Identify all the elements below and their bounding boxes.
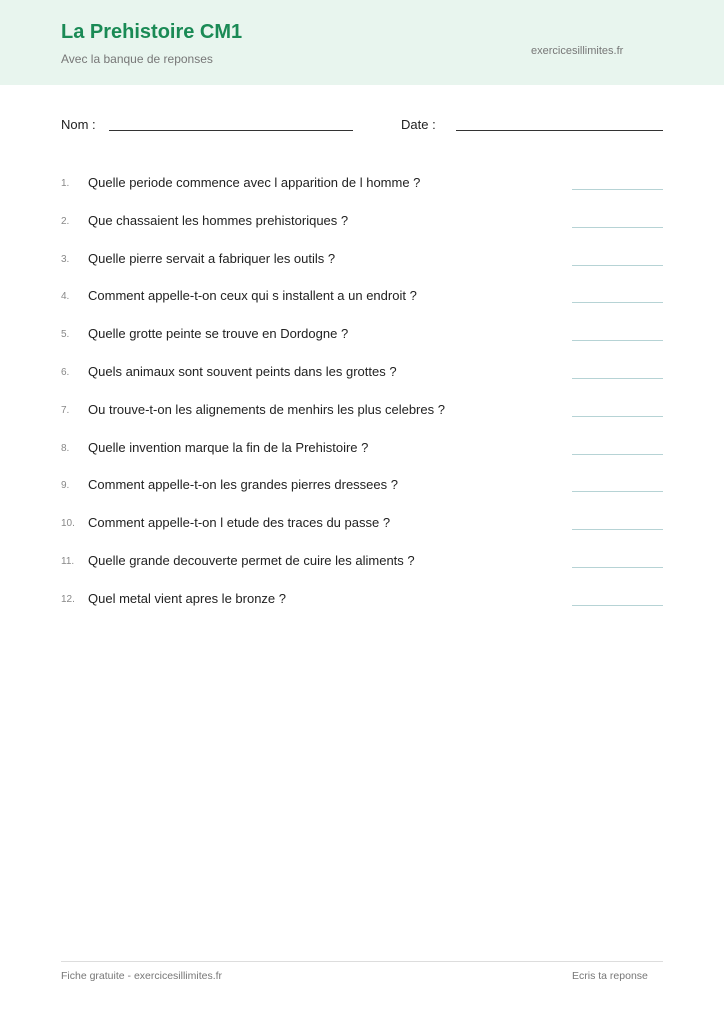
- question-item: [61, 250, 663, 288]
- question-item: [61, 552, 663, 590]
- question-number: 7.: [61, 404, 70, 416]
- question-item: [61, 287, 663, 325]
- question-number: 12.: [61, 593, 75, 605]
- answer-line[interactable]: [572, 605, 663, 606]
- answer-line[interactable]: [572, 454, 663, 455]
- question-text: Que chassaient les hommes prehistoriques ?: [88, 212, 349, 228]
- date-label: Date :: [401, 117, 436, 132]
- answer-line[interactable]: [572, 265, 663, 266]
- question-item: [61, 476, 663, 514]
- question-text: Quelle grande decouverte permet de cuire les aliments ?: [88, 552, 415, 568]
- question-number: 4.: [61, 291, 70, 303]
- question-item: [61, 514, 663, 552]
- question-number: 10.: [61, 518, 75, 530]
- name-field[interactable]: [109, 130, 353, 131]
- question-text: Quels animaux sont souvent peints dans les grottes ?: [88, 363, 397, 379]
- question-text: Comment appelle-t-on les grandes pierres dressees ?: [88, 477, 398, 493]
- question-number: 8.: [61, 442, 70, 454]
- answer-line[interactable]: [572, 189, 663, 190]
- question-number: 5.: [61, 329, 70, 341]
- footer-divider: [61, 961, 663, 962]
- answer-line[interactable]: [572, 227, 663, 228]
- question-number: 9.: [61, 480, 70, 492]
- header-band: [0, 0, 724, 85]
- question-item: [61, 325, 663, 363]
- question-item: [61, 212, 663, 250]
- question-text: Quelle periode commence avec l apparition de l homme ?: [88, 175, 421, 190]
- answer-line[interactable]: [572, 378, 663, 379]
- question-text: Ou trouve-t-on les alignements de menhirs les plus celebres ?: [88, 401, 445, 417]
- answer-line[interactable]: [572, 567, 663, 568]
- question-number: 3.: [61, 253, 70, 265]
- question-item: [61, 401, 663, 439]
- question-number: 6.: [61, 366, 70, 378]
- answer-line[interactable]: [572, 416, 663, 417]
- answer-line[interactable]: [572, 340, 663, 341]
- name-label: Nom :: [61, 117, 96, 132]
- site-name: exercicesillimites.fr: [531, 45, 624, 57]
- footer-instruction: Ecris ta reponse: [572, 970, 648, 982]
- question-item: [61, 590, 663, 628]
- identity-row: [61, 117, 663, 133]
- question-item: [61, 363, 663, 401]
- question-text: Quelle pierre servait a fabriquer les outils ?: [88, 250, 336, 266]
- question-number: 2.: [61, 215, 70, 227]
- answer-line[interactable]: [572, 491, 663, 492]
- footer-source: Fiche gratuite - exercicesillimites.fr: [61, 970, 223, 982]
- date-field[interactable]: [456, 130, 663, 131]
- question-text: Comment appelle-t-on l etude des traces du passe ?: [88, 515, 391, 531]
- question-list: [61, 174, 663, 628]
- question-text: Quelle grotte peinte se trouve en Dordogne ?: [88, 326, 349, 342]
- page-subtitle: Avec la banque de reponses: [61, 52, 213, 66]
- answer-line[interactable]: [572, 529, 663, 530]
- question-number: 1.: [61, 178, 70, 189]
- page-title: La Prehistoire CM1: [61, 21, 243, 43]
- question-text: Comment appelle-t-on ceux qui s installent a un endroit ?: [88, 288, 417, 304]
- answer-line[interactable]: [572, 302, 663, 303]
- question-text: Quelle invention marque la fin de la Prehistoire ?: [88, 439, 369, 455]
- question-text: Quel metal vient apres le bronze ?: [88, 590, 286, 606]
- question-number: 11.: [61, 555, 75, 567]
- question-item: [61, 174, 663, 212]
- question-item: [61, 439, 663, 477]
